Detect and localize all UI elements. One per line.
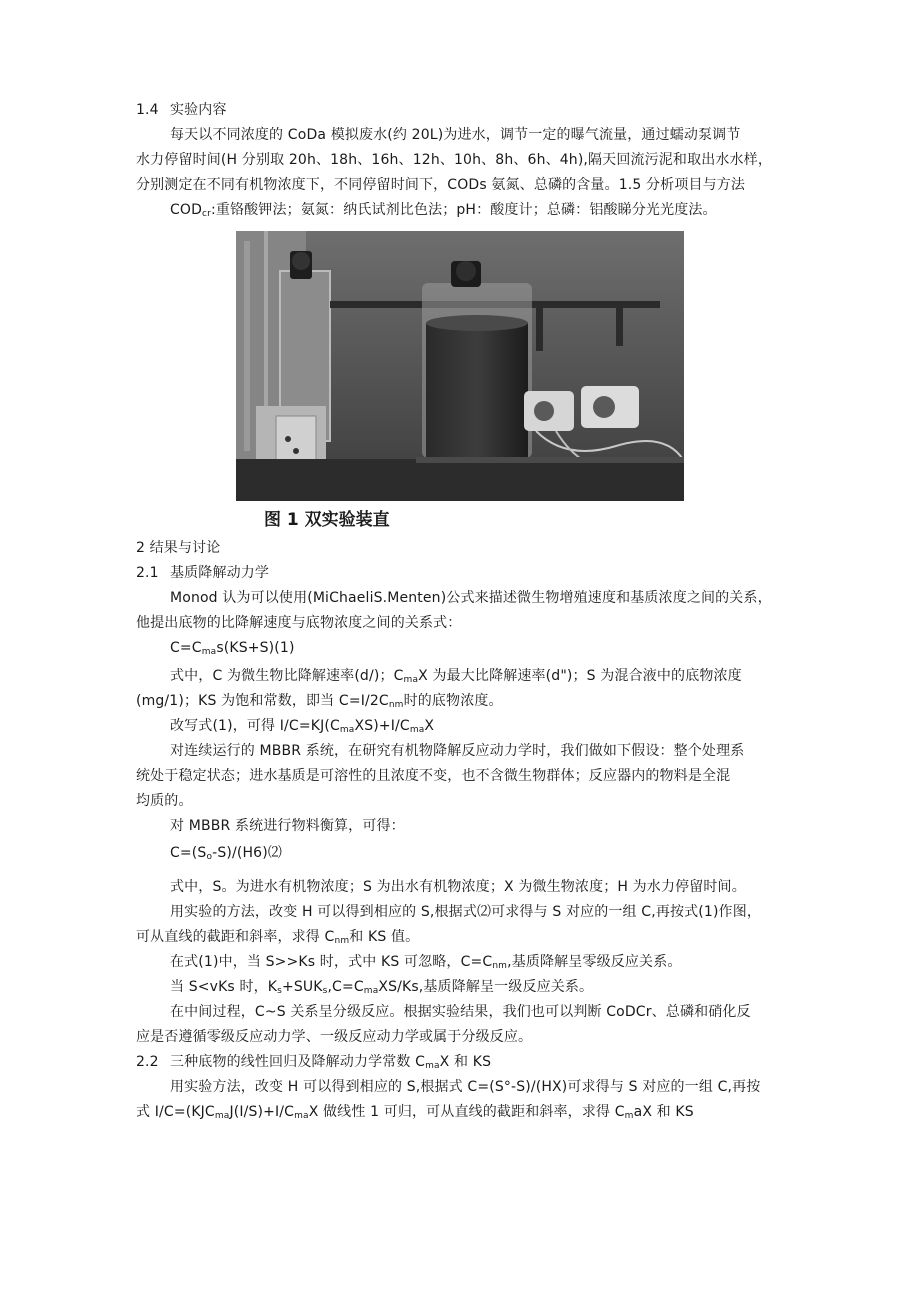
paragraph-line: 对 MBBR 系统进行物料衡算，可得： bbox=[170, 818, 405, 834]
paragraph-line: 可从直线的截距和斜率，求得 $C_{nm}$和 KS 值。 bbox=[136, 929, 420, 946]
paragraph-line: 水力停留时间(H 分别取 20h、18h、16h、12h、10h、8h、6h、4h),隔天回流污泥和取出水水样， bbox=[136, 152, 772, 168]
section-2-heading: 2 结果与讨论 bbox=[136, 540, 221, 556]
paragraph-line: 应是否遵循零级反应动力学、一级反应动力学或属于分级反应。 bbox=[136, 1029, 533, 1045]
paragraph-line: 当 S<vKs 时，$K_s+SUK_s,C=C_{ma}XS/Ks$,基质降解呈一级反应关系。 bbox=[170, 979, 594, 996]
paragraph-line: 在中间过程，C~S 关系呈分级反应。根据实验结果，我们也可以判断 CoDCr、总磷和硝化反 bbox=[170, 1004, 751, 1020]
analysis-methods-line: $COD_{cr}$:重铬酸钾法；氨氮：纳氏试剂比色法；pH：酸度计；总磷：铝酸睇分光光度法。 bbox=[170, 202, 717, 219]
paragraph-line: 式中，S。为进水有机物浓度；S 为出水有机物浓度；X 为微生物浓度；H 为水力停留时间。 bbox=[170, 879, 746, 895]
paragraph-line: 统处于稳定状态；进水基质是可溶性的且浓度不变，也不含微生物群体；反应器内的物料是全混 bbox=[136, 768, 731, 784]
section-2-2-heading: 2.2 三种底物的线性回归及降解动力学常数 $C_{ma}X$ 和 KS bbox=[136, 1054, 492, 1071]
paragraph-line: (mg/1)；KS 为饱和常数，即当 $C=I/2C_{nm}$时的底物浓度。 bbox=[136, 693, 503, 710]
paragraph-line: 他提出底物的比降解速度与底物浓度之间的关系式： bbox=[136, 615, 462, 631]
paragraph-line: 用实验的方法，改变 H 可以得到相应的 S,根据式⑵可求得与 S 对应的一组 C,再按式(1)作图， bbox=[170, 904, 762, 920]
paragraph-line: 分别测定在不同有机物浓度下，不同停留时间下，CODs 氨氮、总磷的含量。1.5 分析项目与方法 bbox=[136, 177, 746, 193]
paragraph-line: 用实验方法，改变 H 可以得到相应的 S,根据式 C=(S°-S)/(HX)可求得与 S 对应的一组 C,再按 bbox=[170, 1079, 761, 1095]
equation-2: $C=(S_o-S)/(H6)⑵$ bbox=[170, 845, 282, 862]
paragraph-line: 改写式(1)，可得 $I/C=KJ(C_{ma}XS)+I/C_{ma}X$ bbox=[170, 718, 435, 735]
paragraph-line: 每天以不同浓度的 CoDa 模拟废水(约 20L)为进水，调节一定的曝气流量，通过蠕动泵调节 bbox=[170, 127, 741, 143]
equation-1: $C=C_{ma}s(KS+S)(1)$ bbox=[170, 640, 295, 657]
paragraph-line: Monod 认为可以使用(MiChaeliS.Menten)公式来描述微生物增殖速度和基质浓度之间的关系， bbox=[170, 590, 772, 606]
figure-caption: 图 1 双实验装直 bbox=[264, 510, 390, 530]
section-2-1-heading: 2.1 基质降解动力学 bbox=[136, 565, 270, 581]
paragraph-line: 对连续运行的 MBBR 系统，在研究有机物降解反应动力学时，我们做如下假设：整个处理系 bbox=[170, 743, 745, 759]
section-1-4-heading: 1.4 实验内容 bbox=[136, 102, 227, 118]
paragraph-line: 在式(1)中，当 S>>Ks 时，式中 KS 可忽略，$C=C_{nm}$,基质降解呈零级反应关系。 bbox=[170, 954, 682, 971]
paragraph-line: 均质的。 bbox=[136, 793, 193, 809]
paragraph-line: 式 $I/C=(KJC_{ma}J(I/S)+I/C_{ma}X$ 做线性 1 可归，可从直线的截距和斜率，求得 $C_maX$ 和 KS bbox=[136, 1104, 694, 1121]
experimental-apparatus-photo bbox=[236, 231, 684, 501]
paragraph-line: 式中，C 为微生物比降解速率(d/)；$C_{ma}X$ 为最大比降解速率(d")；S 为混合液中的底物浓度 bbox=[170, 668, 742, 685]
